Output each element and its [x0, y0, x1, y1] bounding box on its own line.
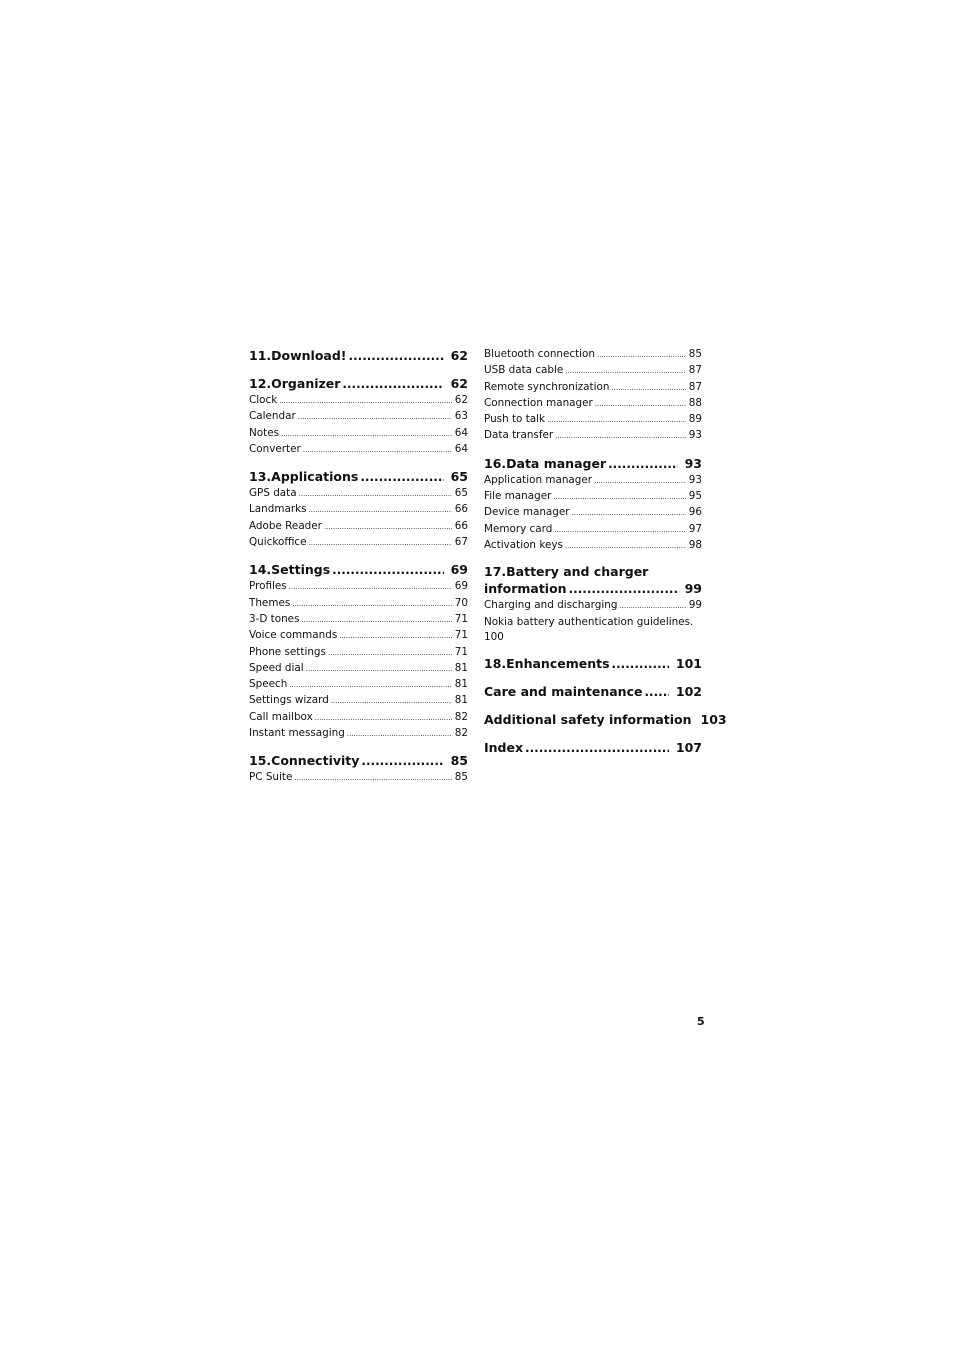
toc-entry[interactable] [249, 442, 468, 458]
entry-title: Index [484, 740, 524, 756]
toc-entry[interactable] [249, 468, 468, 486]
toc-entry[interactable] [484, 522, 702, 538]
toc-entry[interactable] [249, 661, 468, 677]
leader-dots [315, 711, 452, 726]
entry-title: Additional safety information [484, 712, 692, 728]
leader-dots [281, 427, 452, 442]
entry-page: 97 [688, 522, 702, 535]
entry-title: 18.Enhancements [484, 656, 610, 672]
leader-dots [608, 455, 677, 473]
entry-page: 64 [454, 442, 468, 455]
entry-title: Settings wizard [249, 694, 329, 707]
entry-page: 85 [688, 348, 702, 360]
leader-dots [298, 410, 452, 425]
leader-dots [569, 580, 678, 598]
entry-page: 82 [454, 710, 468, 723]
leader-dots [339, 629, 452, 644]
entry-title: File manager [484, 490, 552, 503]
entry-page: 82 [454, 727, 468, 740]
leader-dots [342, 375, 443, 393]
leader-dots [289, 678, 451, 693]
leader-dots [595, 397, 686, 412]
entry-page: 71 [454, 645, 468, 658]
toc-entry[interactable] [249, 393, 468, 409]
entry-title: Landmarks [249, 503, 307, 516]
entry-page: 101 [675, 656, 702, 672]
entry-page: 107 [675, 740, 702, 756]
entry-page: 70 [454, 596, 468, 609]
leader-dots [349, 347, 444, 365]
toc-entry[interactable] [484, 505, 702, 521]
toc-entry[interactable] [249, 596, 468, 612]
leader-dots [565, 539, 686, 554]
entry-page: 62 [450, 348, 468, 363]
toc-right-column [484, 347, 727, 767]
entry-title: 13.Applications [249, 469, 359, 485]
entry-title: 16.Data manager [484, 455, 607, 471]
toc-entry[interactable] [249, 770, 468, 786]
entry-title: GPS data [249, 487, 297, 500]
entry-title: Quickoffice [249, 536, 307, 549]
toc-entry[interactable] [249, 710, 468, 726]
entry-title: 12.Organizer [249, 376, 341, 391]
entry-title: Phone settings [249, 645, 326, 658]
entry-page: 85 [450, 753, 468, 769]
toc-entry[interactable] [249, 535, 468, 551]
chapter-battery-title-line1: 17.Battery and charger [484, 564, 649, 580]
entry-title: USB data cable [484, 364, 564, 377]
entry-page: 99 [684, 581, 702, 597]
entry-page: 71 [454, 629, 468, 642]
entry-title: Connection manager [484, 396, 593, 409]
leader-dots [554, 523, 685, 538]
entry-page: 93 [684, 455, 702, 471]
entry-page: 103 [700, 712, 727, 728]
entry-page: 71 [454, 612, 468, 625]
toc-chapter [484, 711, 727, 729]
entry-page: 66 [454, 519, 468, 532]
entry-page: 99 [688, 599, 702, 612]
toc-entry[interactable] [484, 363, 702, 379]
toc-entry[interactable] [484, 580, 702, 598]
entry-title: 15.Connectivity [249, 753, 360, 769]
leader-dots [324, 520, 452, 535]
entry-page: 62 [454, 394, 468, 406]
leader-dots [292, 597, 452, 612]
leader-dots [619, 599, 685, 614]
entry-page: 95 [688, 490, 702, 503]
toc-entry[interactable] [249, 612, 468, 628]
leader-dots [328, 646, 452, 661]
toc-chapter [249, 347, 468, 365]
leader-dots [309, 503, 452, 518]
toc-entry[interactable] [484, 455, 702, 473]
chapter-data-manager [484, 455, 702, 554]
entry-title: Adobe Reader [249, 519, 322, 532]
page-number: 5 [697, 1015, 705, 1028]
entry-page: 89 [688, 413, 702, 426]
leader-dots [525, 739, 669, 757]
entry-page: 66 [454, 503, 468, 516]
toc-entry[interactable] [249, 426, 468, 442]
toc-chapter [249, 375, 468, 458]
entry-page: 62 [450, 376, 468, 391]
entry-page: 65 [450, 469, 468, 485]
entry-page: 64 [454, 426, 468, 439]
leader-dots [597, 348, 686, 363]
entry-page: 81 [454, 694, 468, 707]
entry-title: Push to talk [484, 413, 546, 426]
toc-entry[interactable] [249, 693, 468, 709]
entry-title: PC Suite [249, 771, 293, 784]
toc-chapter [484, 739, 702, 757]
entry-title: Speed dial [249, 661, 304, 674]
battery-auth-entry-line1[interactable]: Nokia battery authentication guidelines. [484, 615, 694, 628]
entry-title: Voice commands [249, 629, 338, 642]
entry-page: 65 [454, 487, 468, 500]
leader-dots [306, 662, 452, 677]
entry-title: 3-D tones [249, 612, 300, 625]
leader-dots [279, 394, 452, 409]
entry-page: 87 [688, 380, 702, 393]
entry-page: 88 [688, 396, 702, 409]
toc-entry[interactable] [484, 538, 702, 554]
toc-entry[interactable] [249, 502, 468, 518]
toc-entry[interactable] [249, 645, 468, 661]
leader-dots [612, 655, 669, 673]
toc-entry[interactable] [249, 347, 468, 365]
entry-title: Converter [249, 442, 301, 455]
toc-entry[interactable] [249, 375, 468, 393]
leader-dots [547, 413, 686, 428]
entry-page: 96 [688, 506, 702, 519]
toc-entry[interactable] [249, 752, 468, 770]
entry-title: Call mailbox [249, 710, 313, 723]
entry-page: 81 [454, 678, 468, 691]
toc-entry[interactable] [249, 677, 468, 693]
toc-entry[interactable] [249, 726, 468, 742]
leader-dots [309, 536, 452, 551]
entry-title: Bluetooth connection [484, 348, 595, 360]
entry-page: 81 [454, 661, 468, 674]
toc-entry[interactable] [484, 711, 727, 729]
leader-dots [294, 771, 451, 786]
connectivity-continued-list [484, 347, 702, 445]
toc-entry[interactable] [249, 409, 468, 425]
leader-dots [302, 613, 452, 628]
toc-chapter [484, 655, 702, 673]
leader-dots [331, 694, 452, 709]
leader-dots [644, 683, 668, 701]
leader-dots [289, 580, 452, 595]
entry-title: Profiles [249, 580, 287, 593]
tail-chapter-list [484, 655, 727, 757]
entry-title: 14.Settings [249, 562, 331, 578]
leader-dots [360, 468, 443, 486]
toc-chapter [249, 561, 468, 742]
toc-entry[interactable] [484, 489, 702, 505]
leader-dots [553, 490, 685, 505]
toc-entry[interactable] [484, 598, 702, 614]
leader-dots [594, 474, 686, 489]
toc-entry[interactable] [484, 739, 702, 757]
entry-title: Calendar [249, 410, 296, 423]
entry-title: Instant messaging [249, 727, 345, 740]
toc-entry[interactable] [484, 380, 702, 396]
entry-page: 69 [454, 580, 468, 593]
entry-page: 67 [454, 536, 468, 549]
entry-page: 93 [688, 429, 702, 442]
toc-chapter [249, 468, 468, 551]
entry-title: Remote synchronization [484, 380, 610, 393]
leader-dots [299, 487, 452, 502]
leader-dots [347, 727, 452, 742]
entry-page: 98 [688, 538, 702, 551]
entry-title: Activation keys [484, 538, 563, 551]
entry-title: Data transfer [484, 429, 554, 442]
toc-entry[interactable] [249, 486, 468, 502]
leader-dots [611, 381, 685, 396]
toc-entry[interactable] [484, 683, 702, 701]
entry-title: Memory card [484, 522, 553, 535]
toc-entry[interactable] [249, 579, 468, 595]
entry-title: Charging and discharging [484, 599, 618, 612]
entry-title: Care and maintenance [484, 684, 643, 700]
battery-auth-entry-page[interactable]: 100 [484, 630, 504, 643]
toc-entry[interactable] [484, 655, 702, 673]
leader-dots [361, 752, 443, 770]
leader-dots [572, 506, 686, 521]
toc-chapter [484, 683, 702, 701]
entry-title: Speech [249, 678, 288, 691]
entry-page: 63 [454, 410, 468, 423]
toc-entry[interactable] [249, 628, 468, 644]
entry-title: Clock [249, 394, 278, 406]
entry-title: 11.Download! [249, 348, 347, 363]
entry-title: Device manager [484, 506, 570, 519]
toc-entry[interactable] [249, 519, 468, 535]
toc-left-column [249, 347, 468, 797]
leader-dots [565, 364, 685, 379]
chapter-battery [484, 564, 702, 645]
leader-dots [303, 443, 452, 458]
leader-dots [332, 561, 443, 579]
entry-title: Application manager [484, 473, 593, 486]
toc-entry[interactable] [484, 412, 702, 428]
leader-dots [555, 429, 686, 444]
entry-page: 102 [675, 684, 702, 700]
toc-entry[interactable] [484, 473, 702, 489]
toc-entry[interactable] [484, 428, 702, 444]
entry-title: information [484, 581, 567, 597]
entry-title: Notes [249, 426, 280, 439]
toc-entry[interactable] [249, 561, 468, 579]
toc-entry[interactable] [484, 347, 702, 363]
entry-page: 93 [688, 473, 702, 486]
entry-page: 85 [454, 771, 468, 784]
entry-page: 87 [688, 364, 702, 377]
toc-entry[interactable] [484, 396, 702, 412]
entry-page: 69 [450, 562, 468, 578]
entry-title: Themes [249, 596, 291, 609]
toc-chapter [249, 752, 468, 786]
